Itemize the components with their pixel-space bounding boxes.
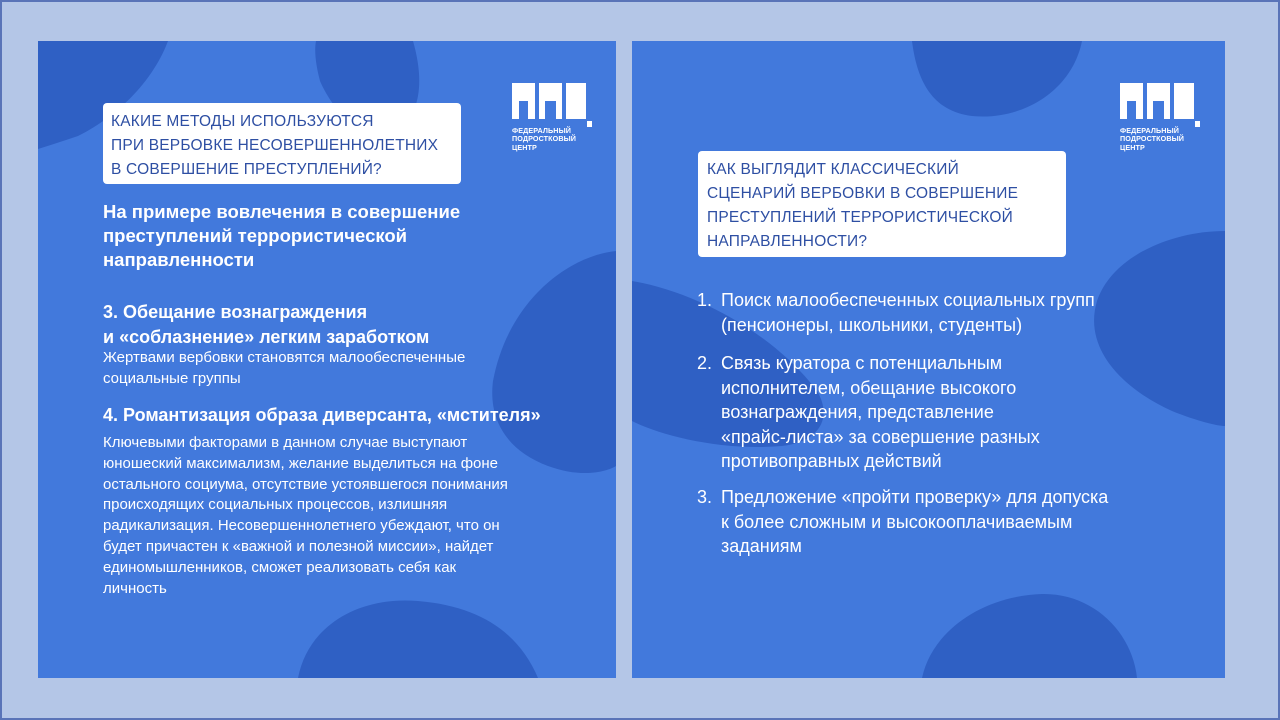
list-item-line: (пенсионеры, школьники, студенты) — [721, 314, 1023, 335]
left-title-box — [103, 103, 461, 184]
method-3-text-line-1: Жертвами вербовки становятся малообеспеченные — [103, 349, 466, 366]
list-item — [697, 351, 1197, 476]
method-4-text-line-1: Ключевыми факторами в данном случае выступают — [103, 434, 468, 451]
right-title-line-4: НАПРАВЛЕННОСТИ? — [707, 233, 868, 250]
method-4-text-line-8: личность — [103, 579, 167, 597]
method-4-text-line-4: происходящих социальных процессов, излишняя — [103, 496, 448, 514]
right-title-line-2: СЦЕНАРИЙ ВЕРБОВКИ В СОВЕРШЕНИЕ — [707, 185, 1019, 202]
right-title-line-1: КАК ВЫГЛЯДИТ КЛАССИЧЕСКИЙ — [707, 161, 959, 178]
method-3-text-line-2: социальные группы — [103, 369, 241, 387]
method-4-text-line-3: остального социума, отсутствие устоявшегося понимания — [103, 475, 508, 493]
list-item-line: противоправных действий — [721, 451, 942, 471]
list-item-line: заданиям — [721, 536, 802, 556]
left-heading-line-3: направленности — [103, 249, 255, 270]
left-title-line-2: ПРИ ВЕРБОВКЕ НЕСОВЕРШЕННОЛЕТНИХ — [111, 137, 439, 154]
left-title-line-1: КАКИЕ МЕТОДЫ ИСПОЛЬЗУЮТСЯ — [111, 113, 374, 130]
left-heading-line-2: преступлений террористической — [103, 225, 408, 246]
method-3-title-line-1: 3. Обещание вознаграждения — [103, 302, 368, 322]
logo-text-line-3: ЦЕНТР — [1120, 142, 1145, 152]
list-item-number: 3. — [697, 487, 713, 507]
logo-text-line-1: ФЕДЕРАЛЬНЫЙ — [1120, 126, 1179, 135]
right-card — [632, 41, 1225, 678]
list-item-line: вознаграждения, представление — [721, 402, 994, 422]
left-heading-line-1: На примере вовлечения в совершение — [103, 201, 461, 222]
logo-text-line-3: ЦЕНТР — [512, 142, 537, 152]
method-4-text-line-6: будет причастен к «важной и полезной миссии», найдет — [103, 537, 494, 555]
logo-text-line-2: ПОДРОСТКОВЫЙ — [512, 134, 577, 144]
list-item-line: Поиск малообеспеченных социальных групп — [721, 290, 1095, 310]
list-item-line: «прайс-листа» за совершение разных — [721, 426, 1040, 447]
method-3-title — [103, 300, 429, 350]
federal-teen-center-logo — [1120, 83, 1210, 163]
logo-text-line-1: ФЕДЕРАЛЬНЫЙ — [512, 126, 571, 135]
list-item-line: Связь куратора с потенциальным — [721, 353, 1003, 373]
left-heading — [103, 200, 460, 272]
list-item-number: 2. — [697, 353, 713, 373]
method-4-text — [103, 433, 508, 599]
logo-text-line-2: ПОДРОСТКОВЫЙ — [1120, 134, 1185, 144]
right-title-box — [698, 151, 1066, 257]
list-item — [697, 485, 1207, 561]
method-4-text-line-2: юношеский максимализм, желание выделиться на фоне — [103, 454, 499, 472]
logo-mark-icon — [512, 83, 592, 127]
list-item — [697, 288, 1197, 340]
left-title-line-3: В СОВЕРШЕНИЕ ПРЕСТУПЛЕНИЙ? — [111, 161, 382, 178]
logo-mark-icon — [1120, 83, 1200, 127]
right-title-line-3: ПРЕСТУПЛЕНИЙ ТЕРРОРИСТИЧЕСКОЙ — [707, 209, 1013, 226]
list-item-line: исполнителем, обещание высокого — [721, 377, 1017, 398]
method-4-title: 4. Романтизация образа диверсанта, «мстителя» — [103, 405, 541, 425]
method-4-text-line-7: единомышленников, сможет реализовать себя как — [103, 558, 457, 576]
method-3-text — [103, 348, 465, 390]
method-4-text-line-5: радикализация. Несовершеннолетнего убеждают, что он — [103, 517, 500, 535]
list-item-line: Предложение «пройти проверку» для допуска — [721, 487, 1109, 507]
method-3-title-line-2: и «соблазнение» легким заработком — [103, 327, 430, 347]
list-item-number: 1. — [697, 290, 713, 310]
list-item-line: к более сложным и высокооплачиваемым — [721, 511, 1073, 532]
federal-teen-center-logo — [512, 83, 602, 163]
left-card — [38, 41, 616, 678]
